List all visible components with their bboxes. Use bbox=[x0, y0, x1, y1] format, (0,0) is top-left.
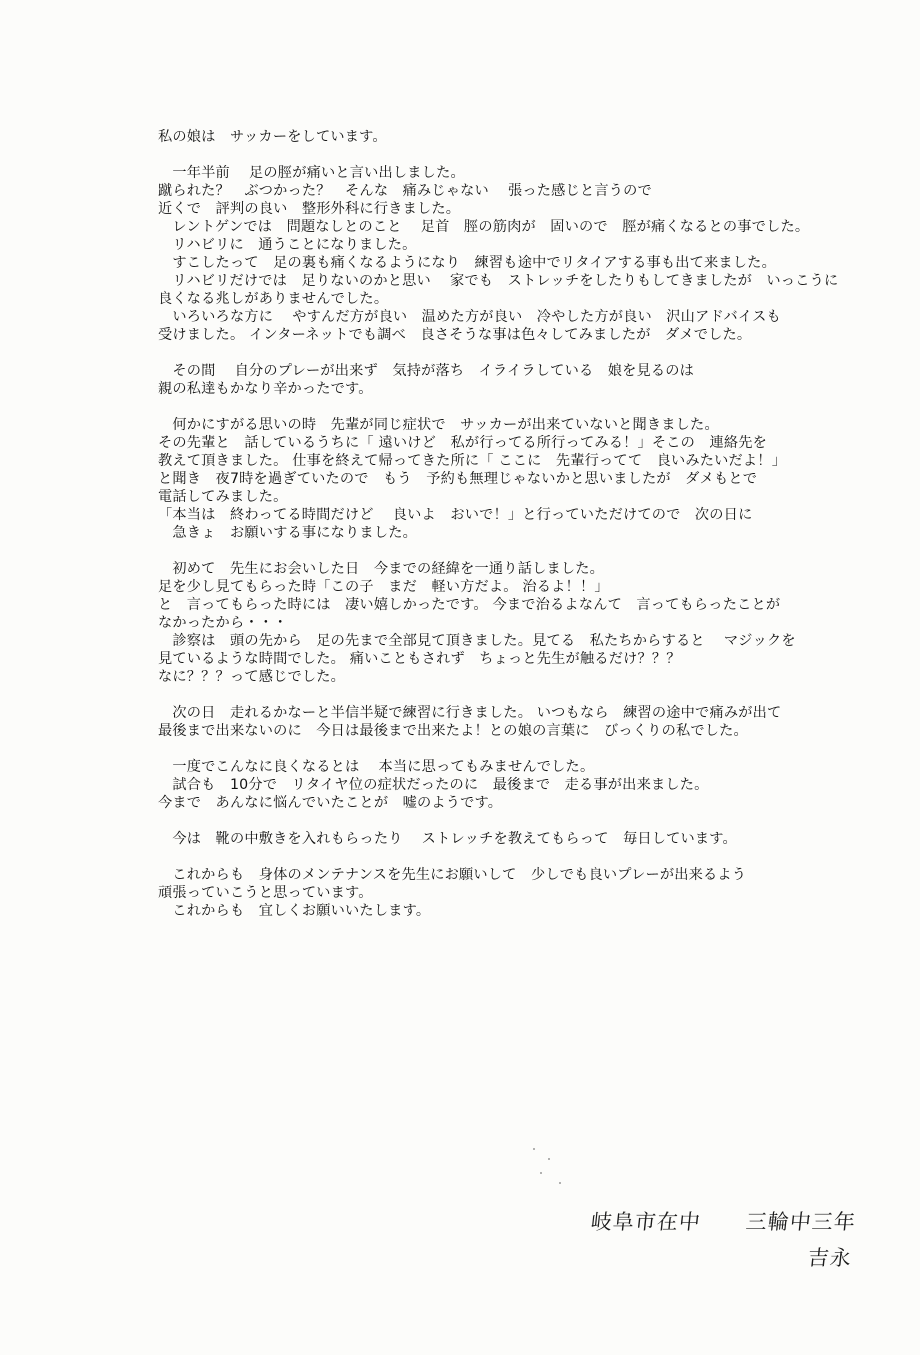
letter-line: 親の私達もかなり辛かったです。 bbox=[158, 381, 373, 397]
letter-line: リハビリだけでは 足りないのかと思い 家でも ストレッチをしたりもしてきましたが いっこうに bbox=[158, 273, 839, 289]
paragraph-gap bbox=[158, 146, 878, 164]
scan-speck bbox=[540, 1172, 542, 1174]
letter-paragraph bbox=[158, 128, 878, 146]
paragraph-gap bbox=[158, 740, 878, 758]
scan-speck bbox=[533, 1148, 535, 1150]
letter-line: 「本当は 終わってる時間だけど 良いよ おいで！」と行っていただけてので 次の日に bbox=[158, 507, 753, 523]
paragraph-gap bbox=[158, 848, 878, 866]
letter-paragraph bbox=[158, 830, 878, 848]
letter-line: 何かにすがる思いの時 先輩が同じ症状で サッカーが出来ていないと聞きました。 bbox=[158, 417, 719, 433]
letter-line: 私の娘は サッカーをしています。 bbox=[158, 129, 387, 145]
letter-line: その間 自分のプレーが出来ず 気持が落ち イライラしている 娘を見るのは bbox=[158, 363, 695, 379]
letter-line: 近くで 評判の良い 整形外科に行きました。 bbox=[158, 201, 461, 217]
letter-line: リハビリに 通うことになりました。 bbox=[158, 237, 417, 253]
letter-line: なに？？？って感じでした。 bbox=[158, 669, 346, 685]
letter-line: その先輩と 話しているうちに「 遠いけど 私が行ってる所行ってみる！」そこの 連絡先を bbox=[158, 435, 767, 451]
letter-line: レントゲンでは 問題なしとのこと 足首 脛の筋肉が 固いので 脛が痛くなるとの事でした。 bbox=[158, 219, 810, 235]
letter-line: と聞き 夜7時を過ぎていたので もう 予約も無理じゃないかと思いましたが ダメもとで bbox=[158, 471, 758, 487]
paragraph-gap bbox=[158, 812, 878, 830]
letter-paragraph bbox=[158, 704, 878, 740]
letter-paragraph bbox=[158, 164, 878, 344]
letter-line: 試合も 10分で リタイヤ位の症状だったのに 最後まで 走る事が出来ました。 bbox=[158, 777, 709, 793]
signature-name: 吉永 bbox=[806, 1246, 854, 1270]
letter-line: 急きょ お願いする事になりました。 bbox=[158, 525, 417, 541]
letter-line: 一年半前 足の脛が痛いと言い出しました。 bbox=[158, 165, 465, 181]
letter-line: 良くなる兆しがありませんでした。 bbox=[158, 291, 389, 307]
letter-line: 蹴られた？ ぶつかった？ そんな 痛みじゃない 張った感じと言うので bbox=[158, 183, 652, 199]
letter-line: いろいろな方に やすんだ方が良い 温めた方が良い 冷やした方が良い 沢山アドバイスも bbox=[158, 309, 781, 325]
paragraph-gap bbox=[158, 542, 878, 560]
paragraph-gap bbox=[158, 686, 878, 704]
scan-speck bbox=[559, 1182, 561, 1184]
paragraph-gap bbox=[158, 398, 878, 416]
signature-school: 三輪中三年 bbox=[744, 1210, 858, 1234]
letter-paragraph bbox=[158, 758, 878, 812]
paragraph-gap bbox=[158, 344, 878, 362]
letter-paragraph bbox=[158, 866, 878, 920]
letter-line: 頑張っていこうと思っています。 bbox=[158, 885, 373, 901]
letter-body bbox=[158, 128, 878, 920]
letter-line: と 言ってもらった時には 凄い嬉しかったです。 今まで治るよなんて 言ってもらったことが bbox=[158, 597, 781, 613]
letter-line: 足を少し見てもらった時「この子 まだ 軽い方だよ。 治るよ！！」 bbox=[158, 579, 609, 595]
letter-line: 今まで あんなに悩んでいたことが 嘘のようです。 bbox=[158, 795, 503, 811]
letter-line: これからも 身体のメンテナンスを先生にお願いして 少しでも良いプレーが出来るよう bbox=[158, 867, 747, 883]
letter-paragraph bbox=[158, 416, 878, 542]
letter-line: これからも 宜しくお願いいたします。 bbox=[158, 903, 431, 919]
letter-line: 診察は 頭の先から 足の先まで全部見て頂きました。見てる 私たちからすると マジックを bbox=[158, 633, 796, 649]
letter-line: 初めて 先生にお会いした日 今までの経緯を一通り話しました。 bbox=[158, 561, 605, 577]
letter-line: 見ているような時間でした。 痛いこともされず ちょっと先生が触るだけ？？？ bbox=[158, 651, 681, 667]
letter-line: 電話してみました。 bbox=[158, 489, 288, 505]
letter-line: なかったから・・・ bbox=[158, 615, 288, 631]
letter-paragraph bbox=[158, 560, 878, 686]
scan-speck bbox=[548, 1158, 550, 1160]
letter-paragraph bbox=[158, 362, 878, 398]
signature-city: 岐阜市在中 bbox=[589, 1210, 703, 1234]
letter-line: 最後まで出来ないのに 今日は最後まで出来たよ！との娘の言葉に びっくりの私でした。 bbox=[158, 723, 748, 739]
letter-line: 次の日 走れるかなーと半信半疑で練習に行きました。 いつもなら 練習の途中で痛みが出て bbox=[158, 705, 782, 721]
letter-line: 一度でこんなに良くなるとは 本当に思ってもみませんでした。 bbox=[158, 759, 595, 775]
letter-line: 今は 靴の中敷きを入れもらったり ストレッチを教えてもらって 毎日しています。 bbox=[158, 831, 737, 847]
letter-line: 受けました。 インターネットでも調べ 良さそうな事は色々してみましたが ダメでした。 bbox=[158, 327, 752, 343]
letter-line: 教えて頂きました。 仕事を終えて帰ってきた所に「 ここに 先輩行ってて 良いみたいだよ！」 bbox=[158, 453, 787, 469]
letter-line: すこしたって 足の裏も痛くなるようになり 練習も途中でリタイアする事も出て来ました。 bbox=[158, 255, 776, 271]
